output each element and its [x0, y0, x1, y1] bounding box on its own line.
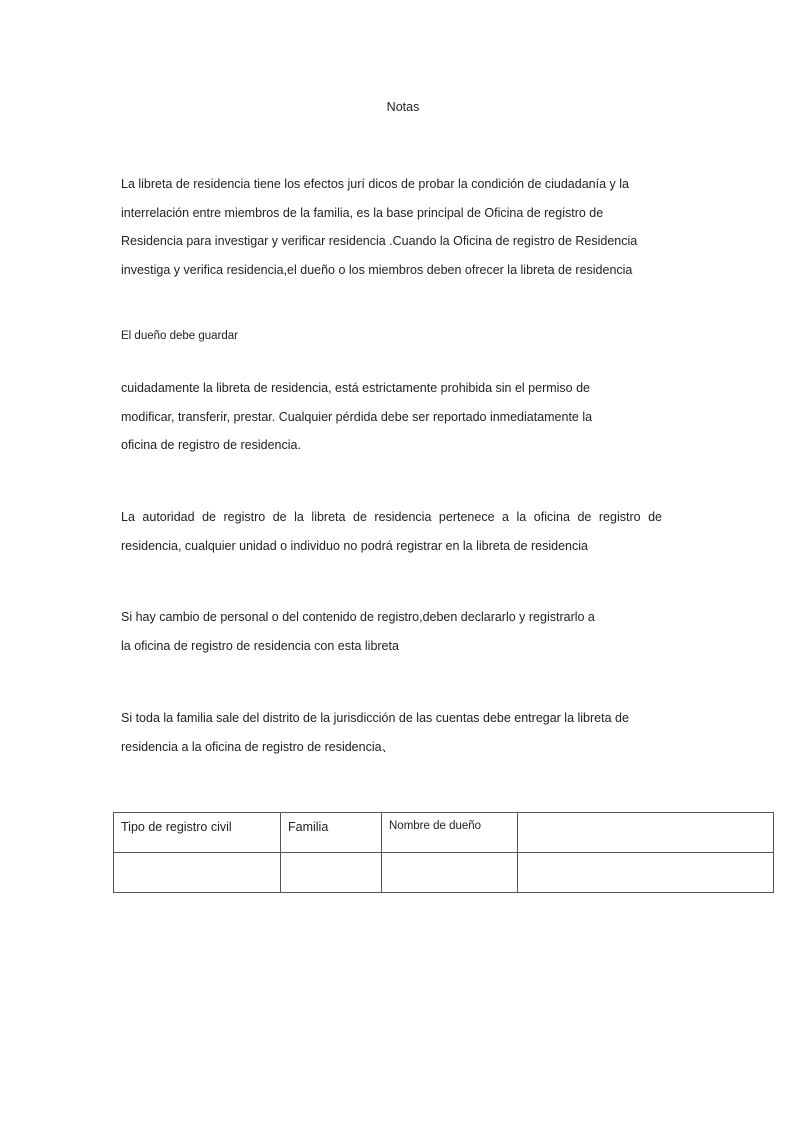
- header-cell-empty: [518, 813, 774, 853]
- table-cell: [382, 853, 518, 893]
- paragraph-authority: [121, 503, 662, 560]
- header-cell-owner-name: Nombre de dueño: [382, 813, 518, 853]
- paragraph-line: Residencia para investigar y verificar residencia .Cuando la Oficina de registro de Residencia: [121, 234, 638, 249]
- table-row: [114, 853, 774, 893]
- table-cell: [281, 853, 382, 893]
- paragraph-line: El dueño debe guardar: [121, 330, 239, 342]
- paragraph-line: La autoridad de registro de la libreta de residencia pertenece a la oficina de registro de: [121, 510, 662, 524]
- paragraph-line: Si toda la familia sale del distrito de la jurisdicción de las cuentas debe entregar la libreta de: [121, 711, 629, 725]
- paragraph-line: residencia a la oficina de registro de residencia、: [121, 739, 395, 754]
- paragraph-line: La libreta de residencia tiene los efectos jurí dicos de probar la condición de ciudadanía y la: [121, 177, 629, 191]
- table-header-row: [114, 813, 774, 853]
- paragraph-line: modificar, transferir, prestar. Cualquier pérdida debe ser reportado inmediatamente la: [121, 409, 593, 424]
- paragraph-care: [121, 374, 666, 460]
- paragraph-line: Si hay cambio de personal o del contenido de registro,deben declararlo y registrarlo a: [121, 610, 595, 624]
- page-title: Notas: [386, 100, 420, 114]
- header-cell-family: Familia: [281, 813, 382, 853]
- paragraph-legal-effects: [121, 170, 666, 285]
- paragraph-line: la oficina de registro de residencia con esta libreta: [121, 638, 399, 653]
- registry-table: [113, 812, 774, 893]
- paragraph-moving-out: [121, 704, 666, 761]
- paragraph-line: interrelación entre miembros de la familia, es la base principal de Oficina de registro de: [121, 205, 604, 220]
- paragraph-changes: [121, 603, 666, 660]
- paragraph-line: investiga y verifica residencia,el dueño o los miembros deben ofrecer la libreta de residencia: [121, 263, 633, 278]
- header-cell-registry-type: Tipo de registro civil: [114, 813, 281, 853]
- paragraph-owner-keep: [121, 322, 666, 351]
- paragraph-line: residencia, cualquier unidad o individuo no podrá registrar en la libreta de residencia: [121, 538, 588, 553]
- paragraph-line: cuidadamente la libreta de residencia, está estrictamente prohibida sin el permiso de: [121, 381, 591, 395]
- paragraph-line: oficina de registro de residencia.: [121, 438, 301, 453]
- table-cell: [114, 853, 281, 893]
- table-cell: [518, 853, 774, 893]
